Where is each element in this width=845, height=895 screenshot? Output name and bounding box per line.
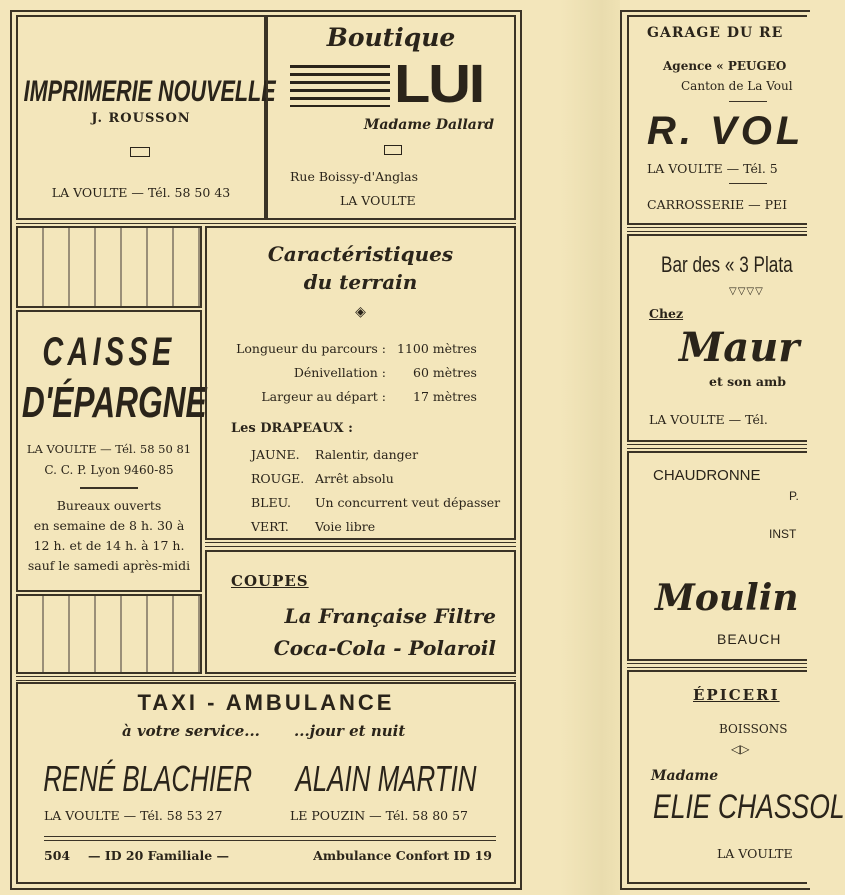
garage-rule <box>729 101 767 102</box>
terrain-ornament: ◈ <box>355 304 366 320</box>
taxi-name2: ALAIN MARTIN <box>295 758 477 799</box>
caisse-rule <box>80 487 138 489</box>
bar-title: Bar des « 3 Plata <box>661 252 793 277</box>
spec-value-2: 60 mètres <box>413 365 477 380</box>
epicerie-sub: BOISSONS <box>719 722 788 736</box>
bar-contact: LA VOULTE — Tél. <box>649 412 768 427</box>
flag-meaning-2: Arrêt absolu <box>315 471 394 486</box>
caisse-hours-1: Bureaux ouverts <box>56 498 162 513</box>
flag-meaning-3: Un concurrent veut dépasser <box>315 495 501 510</box>
chaudronnerie-p: P. <box>789 489 799 503</box>
divider <box>16 676 516 681</box>
page-gutter-shadow <box>560 0 620 895</box>
boutique-owner: Madame Dallard <box>363 117 494 133</box>
taxi-footer-rule <box>44 836 496 841</box>
terrain-title-1: Caractéristiques <box>267 242 454 266</box>
boutique-city: LA VOULTE <box>340 193 416 208</box>
garage-canton: Canton de La Voul <box>681 79 793 93</box>
flag-meaning-1: Ralentir, danger <box>315 447 419 462</box>
chaudronnerie-inst: INST <box>769 527 797 541</box>
bar-sub: et son amb <box>709 374 786 389</box>
flags-title: Les DRAPEAUX : <box>231 421 353 436</box>
flag-meaning-4: Voie libre <box>315 519 376 534</box>
coupes-line2: Coca-Cola - Polaroil <box>273 636 496 660</box>
flag-color-3: BLEU. <box>251 495 291 510</box>
divider <box>627 444 807 449</box>
terrain-box <box>205 226 516 540</box>
taxi-box <box>16 682 516 884</box>
coupes-box <box>205 550 516 674</box>
spec-label-2: Dénivellation : <box>293 365 386 380</box>
garage-rule-2 <box>729 183 767 184</box>
taxi-sub1: à votre service... <box>122 722 260 740</box>
decorative-stripes-top <box>16 226 202 308</box>
caisse-hours-2: en semaine de 8 h. 30 à <box>33 518 185 533</box>
boutique-logo: LUI <box>394 54 484 114</box>
taxi-sub2: ...jour et nuit <box>294 722 406 740</box>
divider <box>16 219 516 224</box>
garage-title: GARAGE DU RE <box>647 25 784 41</box>
imprimerie-name: IMPRIMERIE NOUVELLE <box>23 75 276 108</box>
bar-name: Maur <box>679 324 800 371</box>
epicerie-city: LA VOULTE <box>717 846 793 861</box>
divider <box>205 542 516 547</box>
imprimerie-owner: J. ROUSSON <box>91 111 191 126</box>
caisse-hours-4: sauf le samedi après-midi <box>27 558 191 573</box>
imprimerie-ornament <box>130 147 150 157</box>
caisse-box <box>16 310 207 592</box>
epicerie-ornament: ◁▷ <box>731 742 750 756</box>
imprimerie-contact: LA VOULTE — Tél. 58 50 43 <box>51 185 231 200</box>
taxi-contact1: LA VOULTE — Tél. 58 53 27 <box>44 808 223 823</box>
taxi-footer-right: Ambulance Confort ID 19 <box>313 848 492 863</box>
flag-color-1: JAUNE. <box>251 447 300 462</box>
caisse-ccp: C. C. P. Lyon 9460-85 <box>44 463 174 477</box>
garage-agency: Agence « PEUGEO <box>663 59 787 73</box>
flag-color-2: ROUGE. <box>251 471 305 486</box>
coupes-line1: La Française Filtre <box>284 604 496 628</box>
imprimerie-box <box>16 15 276 220</box>
coupes-title: COUPES <box>231 572 309 590</box>
taxi-title: TAXI - AMBULANCE <box>137 690 395 715</box>
boutique-logo-stripes <box>290 65 390 107</box>
caisse-contact: LA VOULTE — Tél. 58 50 81 <box>26 442 192 456</box>
taxi-name1: RENÉ BLACHIER <box>43 758 253 799</box>
garage-box <box>627 15 807 225</box>
boutique-ornament <box>384 145 402 155</box>
caisse-line2: D'ÉPARGNE <box>21 378 207 427</box>
bar-ornament: ▽▽▽▽ <box>729 286 764 297</box>
epicerie-box <box>627 670 845 884</box>
epicerie-madame: Madame <box>651 768 719 784</box>
terrain-title-2: du terrain <box>303 270 418 294</box>
chaudronnerie-box <box>627 451 807 661</box>
taxi-footer-mid: — ID 20 Familiale — <box>88 848 230 863</box>
caisse-line1: CAISSE <box>42 330 176 374</box>
chaudronnerie-name: Moulin <box>655 577 799 619</box>
taxi-contact2: LE POUZIN — Tél. 58 80 57 <box>290 808 468 823</box>
caisse-hours-3: 12 h. et de 14 h. à 17 h. <box>33 538 185 553</box>
boutique-title: Boutique <box>326 23 456 52</box>
bar-box <box>627 234 807 442</box>
epicerie-title: ÉPICERI <box>693 686 780 704</box>
flag-color-4: VERT. <box>251 519 289 534</box>
divider <box>627 227 807 232</box>
epicerie-name: ELIE CHASSOL <box>653 788 845 826</box>
taxi-footer-num: 504 <box>44 848 71 863</box>
garage-services: CARROSSERIE — PEI <box>647 197 788 212</box>
spec-value-1: 1100 mètres <box>397 341 477 356</box>
chaudronnerie-city: BEAUCH <box>717 631 782 647</box>
garage-contact: LA VOULTE — Tél. 5 <box>647 161 778 176</box>
bar-chez: Chez <box>649 306 684 321</box>
garage-name: R. VOL <box>647 109 805 153</box>
decorative-stripes-bottom <box>16 594 202 674</box>
spec-label-1: Longueur du parcours : <box>236 341 386 356</box>
boutique-box <box>266 15 516 220</box>
spec-value-3: 17 mètres <box>413 389 477 404</box>
divider <box>627 663 807 668</box>
spec-label-3: Largeur au départ : <box>261 389 386 404</box>
chaudronnerie-title: CHAUDRONNE <box>653 467 761 484</box>
boutique-street: Rue Boissy-d'Anglas <box>290 169 419 184</box>
